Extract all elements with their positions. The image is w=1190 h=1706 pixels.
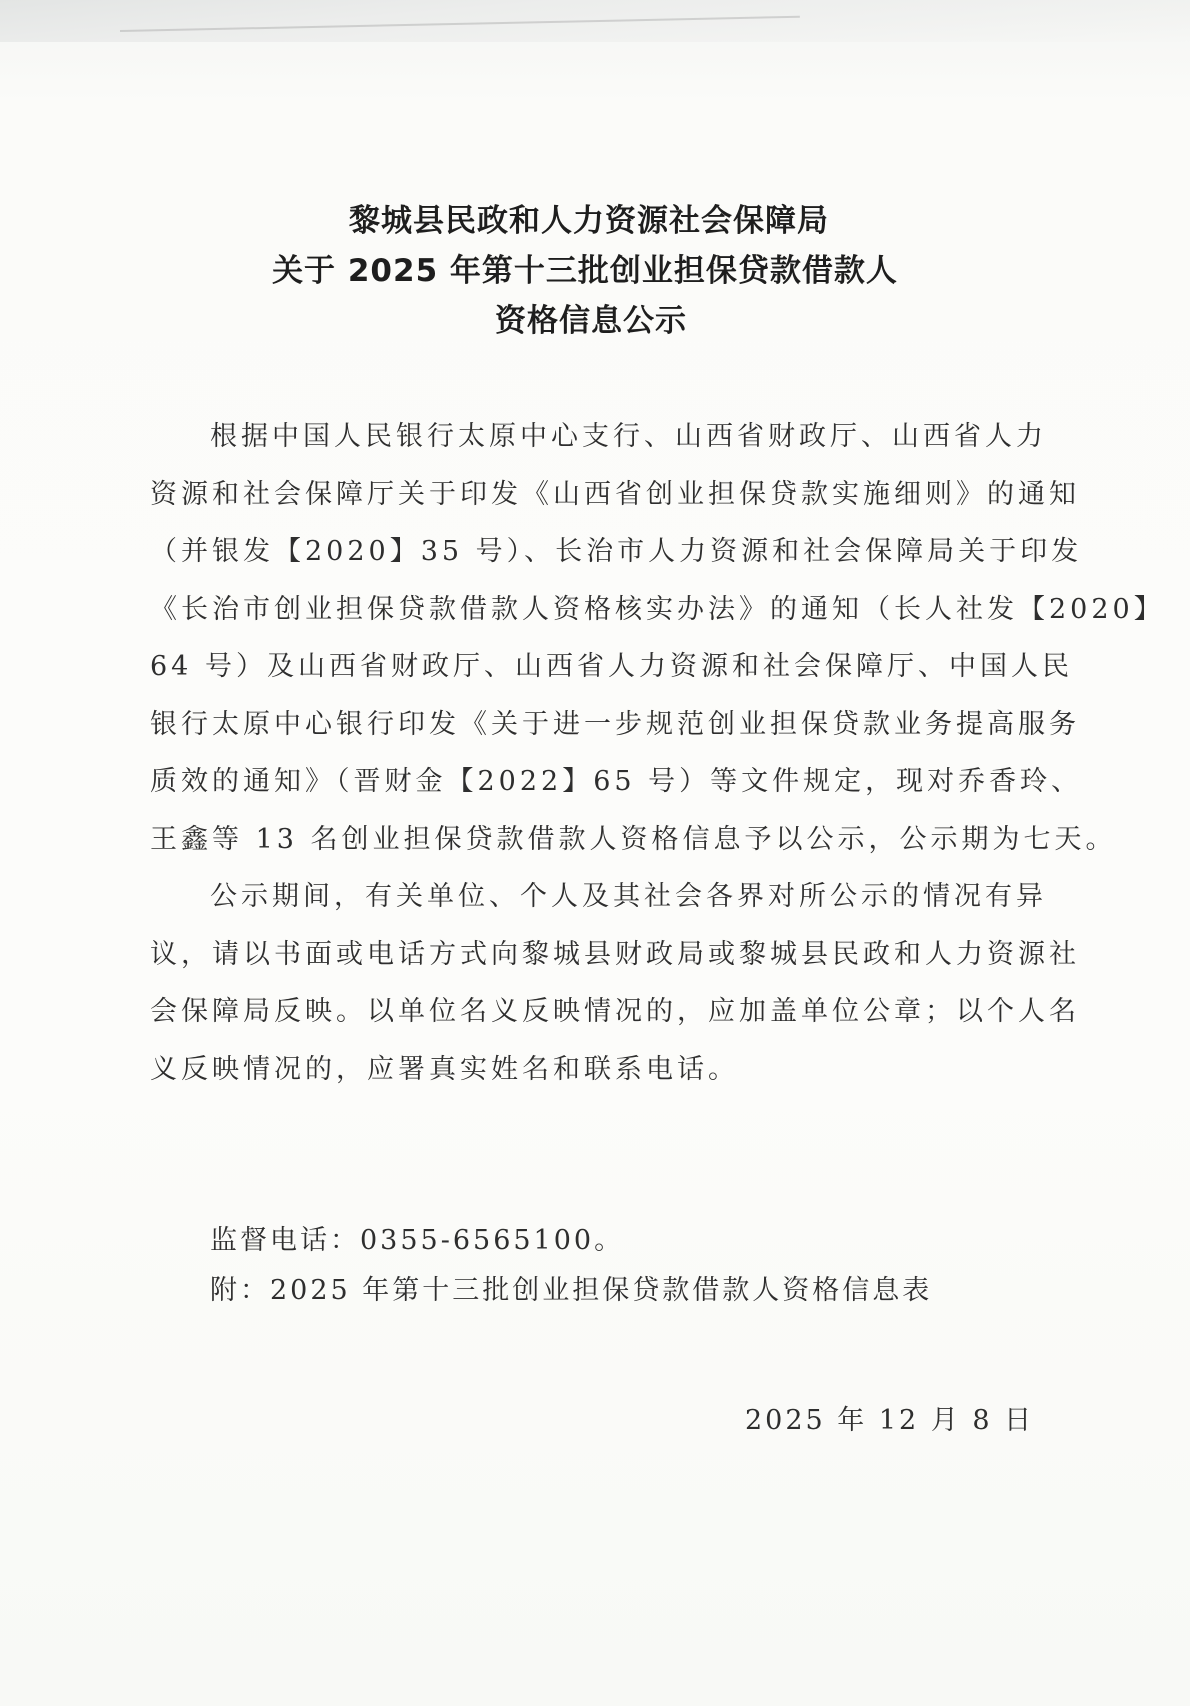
document-date: 2025 年 12 月 8 日 — [745, 1405, 1035, 1436]
paragraph-objection — [150, 868, 1080, 1098]
title-line-1: 黎城县民政和人力资源社会保障局 — [349, 203, 829, 239]
title-line-3: 资格信息公示 — [495, 303, 687, 339]
title-line-2: 关于 2025 年第十三批创业担保贷款借款人 — [272, 253, 898, 289]
paragraph-line: 义反映情况的，应署真实姓名和联系电话。 — [150, 1053, 739, 1085]
paragraph-line: 王鑫等 13 名创业担保贷款借款人资格信息予以公示，公示期为七天。 — [150, 823, 1117, 855]
document-body — [150, 408, 1165, 1098]
paragraph-line: 议，请以书面或电话方式向黎城县财政局或黎城县民政和人力资源社 — [150, 938, 1080, 970]
paragraph-line: 64 号）及山西省财政厅、山西省人力资源和社会保障厅、中国人民 — [150, 651, 1073, 682]
paragraph-line: 资源和社会保障厅关于印发《山西省创业担保贷款实施细则》的通知 — [150, 478, 1080, 510]
paragraph-line: （并银发【2020】35 号）、长治市人力资源和社会保障局关于印发 — [150, 536, 1083, 567]
paragraph-line: 银行太原中心银行印发《关于进一步规范创业担保贷款业务提高服务 — [150, 708, 1080, 740]
paragraph-line: 公示期间，有关单位、个人及其社会各界对所公示的情况有异 — [210, 881, 1047, 912]
paragraph-line: 质效的通知》（晋财金【2022】65 号）等文件规定，现对乔香玲、 — [150, 766, 1083, 797]
supervision-phone: 监督电话：0355-6565100。 — [210, 1225, 625, 1256]
attachment-note: 附：2025 年第十三批创业担保贷款借款人资格信息表 — [210, 1275, 933, 1306]
paragraph-basis — [150, 408, 1165, 868]
document-title — [0, 196, 1190, 346]
paragraph-line: 根据中国人民银行太原中心支行、山西省财政厅、山西省人力 — [210, 421, 1047, 452]
paragraph-line: 《长治市创业担保贷款借款人资格核实办法》的通知（长人社发【2020】 — [150, 593, 1165, 625]
paragraph-line: 会保障局反映。以单位名义反映情况的，应加盖单位公章；以个人名 — [150, 996, 1080, 1027]
